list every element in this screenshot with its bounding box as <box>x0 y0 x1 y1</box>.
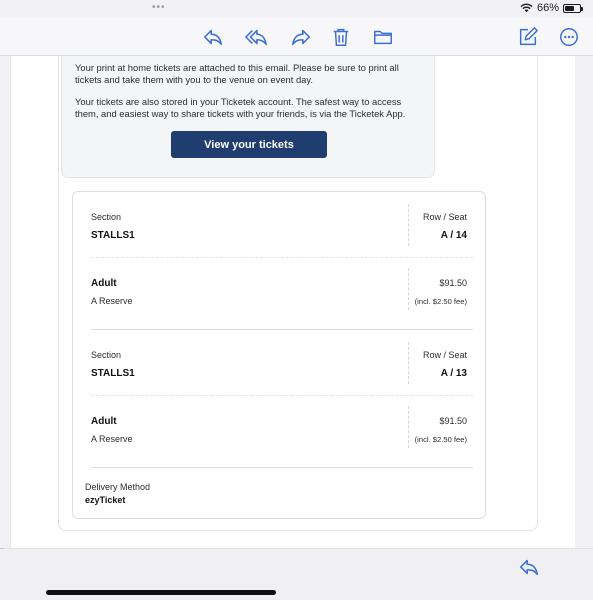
rowseat-label: Row / Seat <box>422 350 467 360</box>
ticket-type: Adult <box>91 278 117 289</box>
mail-toolbar <box>0 18 593 56</box>
compose-button[interactable] <box>515 24 541 50</box>
delivery-method-label: Delivery Method <box>85 482 151 492</box>
divider <box>91 257 473 258</box>
rowseat-value: A / 13 <box>440 368 467 379</box>
battery-percent: 66% <box>536 2 559 14</box>
wifi-icon <box>520 3 533 13</box>
forward-button[interactable] <box>288 24 314 50</box>
reply-icon <box>518 556 540 578</box>
status-indicators <box>520 2 581 14</box>
divider <box>10 56 11 548</box>
section-label: Section <box>91 350 122 360</box>
ticket-fee: (incl. $2.50 fee) <box>414 435 467 444</box>
reply-button[interactable] <box>200 24 226 50</box>
battery-icon <box>563 4 581 13</box>
compose-icon <box>517 26 539 48</box>
forward-icon <box>290 26 312 48</box>
more-button[interactable] <box>556 24 582 50</box>
ticket-type: Adult <box>91 416 117 427</box>
divider <box>91 395 473 396</box>
status-bar <box>0 0 593 18</box>
rowseat-value: A / 14 <box>440 230 467 241</box>
ticket-separator <box>91 329 473 330</box>
multitasking-dots-icon[interactable]: ••• <box>152 2 166 13</box>
ticket-info-box <box>61 56 435 178</box>
rowseat-label: Row / Seat <box>422 212 467 222</box>
home-indicator[interactable] <box>46 590 276 595</box>
reply-bottom-button[interactable] <box>518 556 540 578</box>
reply-all-icon <box>245 26 267 48</box>
info-paragraph-print: Your print at home tickets are attached to this email. Please be sure to print all tickets and take them with you to the venue on event day. <box>75 62 399 85</box>
ticket-card <box>72 191 486 519</box>
reply-all-button[interactable] <box>243 24 269 50</box>
trash-button[interactable] <box>328 24 354 50</box>
ticket-price: $91.50 <box>439 278 467 288</box>
more-icon <box>558 26 580 48</box>
divider <box>408 268 409 310</box>
reply-icon <box>202 26 224 48</box>
folder-icon <box>372 26 394 48</box>
info-paragraph-account: Your tickets are also stored in your Ticketek account. The safest way to access them, and easiest way to share tickets with your friends, is via the Ticketek App. <box>75 96 406 119</box>
move-folder-button[interactable] <box>370 24 396 50</box>
ticket-price: $91.50 <box>439 416 467 426</box>
divider <box>408 204 409 246</box>
section-value: STALLS1 <box>91 368 135 379</box>
divider <box>408 342 409 384</box>
delivery-method-value: ezyTicket <box>85 495 126 505</box>
divider <box>408 406 409 448</box>
section-value: STALLS1 <box>91 230 135 241</box>
ticket-fee: (incl. $2.50 fee) <box>414 297 467 306</box>
ticket-separator <box>91 467 473 468</box>
battery-level <box>565 6 574 11</box>
section-label: Section <box>91 212 122 222</box>
ticket-reserve: A Reserve <box>91 296 133 306</box>
ticket-reserve: A Reserve <box>91 434 133 444</box>
divider <box>0 548 4 549</box>
view-tickets-button[interactable]: View your tickets <box>171 131 327 158</box>
trash-icon <box>330 26 352 48</box>
